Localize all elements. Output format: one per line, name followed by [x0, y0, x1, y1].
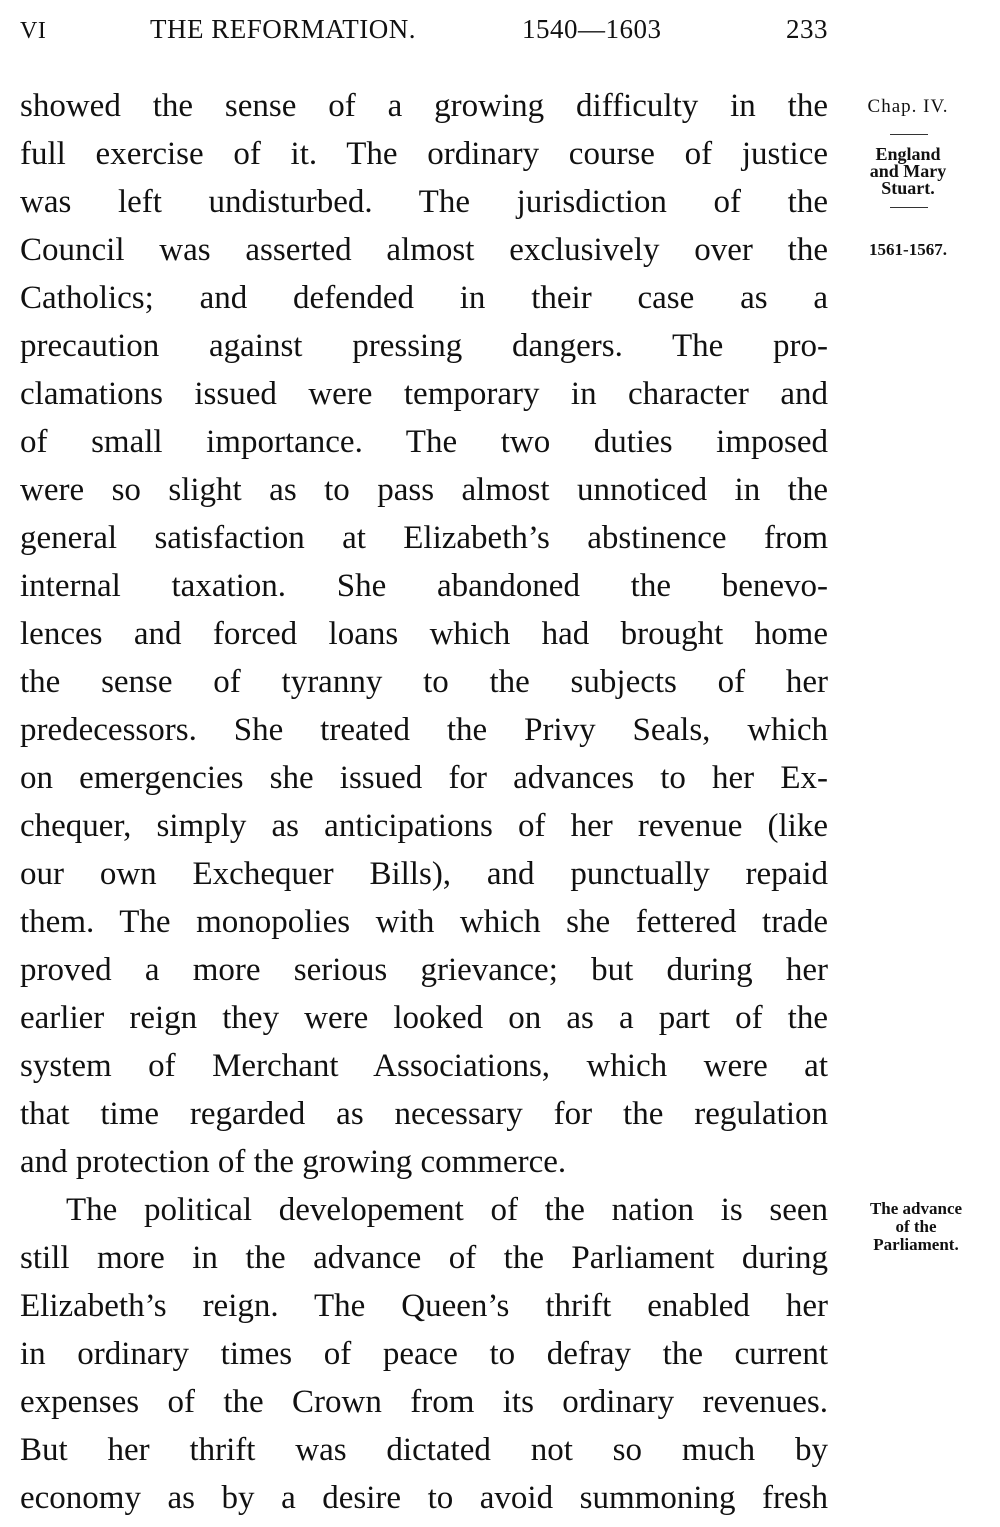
- text-line: of small importance. The two duties imposed: [20, 424, 828, 460]
- text-line: that time regarded as necessary for the regulation: [20, 1096, 828, 1132]
- text-line: showed the sense of a growing difficulty in the: [20, 88, 828, 124]
- text-line: the sense of tyranny to the subjects of her: [20, 664, 828, 700]
- body-text: [20, 82, 828, 1522]
- running-header: [20, 14, 828, 54]
- text-line: were so slight as to pass almost unnoticed in the: [20, 472, 828, 508]
- running-title: THE REFORMATION.: [150, 14, 417, 44]
- text-line: proved a more serious grievance; but during her: [20, 952, 828, 988]
- text-line: economy as by a desire to avoid summoning fresh: [20, 1480, 828, 1516]
- text-line: predecessors. She treated the Privy Seals, which: [20, 712, 828, 748]
- page-number: 233: [786, 14, 828, 44]
- text-line: was left undisturbed. The jurisdiction of the: [20, 184, 828, 220]
- parliament-sidenote-line: of the: [895, 1217, 937, 1236]
- text-line: chequer, simply as anticipations of her revenue (like: [20, 808, 828, 844]
- text-line: system of Merchant Associations, which were at: [20, 1048, 828, 1084]
- text-line: them. The monopolies with which she fettered trade: [20, 904, 828, 940]
- parliament-sidenote-line: Parliament.: [873, 1235, 959, 1254]
- text-line: on emergencies she issued for advances to her Ex-: [20, 760, 828, 796]
- text-line: our own Exchequer Bills), and punctually repaid: [20, 856, 828, 892]
- chapter-sidenote: Chap. IV.: [867, 96, 949, 117]
- subject-sidenote-line: England: [875, 144, 941, 164]
- section-number: VI: [20, 18, 47, 44]
- paragraph-start-line: The political developement of the nation is seen: [66, 1192, 828, 1228]
- running-dates: 1540—1603: [522, 14, 662, 44]
- text-line: internal taxation. She abandoned the benevo-: [20, 568, 828, 604]
- parliament-sidenote-line: The advance: [869, 1199, 963, 1218]
- paragraph-end-line: and protection of the growing commerce.: [20, 1144, 567, 1180]
- text-line: full exercise of it. The ordinary course of justice: [20, 136, 828, 172]
- text-line: expenses of the Crown from its ordinary revenues.: [20, 1384, 828, 1420]
- text-line: But her thrift was dictated not so much by: [20, 1432, 828, 1468]
- parliament-sidenote: [842, 1200, 990, 1254]
- text-line: in ordinary times of peace to defray the current: [20, 1336, 828, 1372]
- subject-sidenote-line: and Mary: [869, 161, 947, 181]
- text-line: earlier reign they were looked on as a part of the: [20, 1000, 828, 1036]
- text-line: precaution against pressing dangers. The pro-: [20, 328, 828, 364]
- years-sidenote: 1561-1567.: [869, 240, 947, 259]
- sidenote-rule: [890, 207, 928, 208]
- text-line: Catholics; and defended in their case as a: [20, 280, 828, 316]
- text-line: Council was asserted almost exclusively over the: [20, 232, 828, 268]
- subject-sidenote: [840, 146, 976, 197]
- sidenote-rule: [890, 134, 928, 135]
- text-line: still more in the advance of the Parliament during: [20, 1240, 828, 1276]
- text-line: lences and forced loans which had brought home: [20, 616, 828, 652]
- text-line: Elizabeth’s reign. The Queen’s thrift enabled her: [20, 1288, 828, 1324]
- text-line: general satisfaction at Elizabeth’s abstinence from: [20, 520, 828, 556]
- subject-sidenote-line: Stuart.: [881, 178, 935, 198]
- text-line: clamations issued were temporary in character and: [20, 376, 828, 412]
